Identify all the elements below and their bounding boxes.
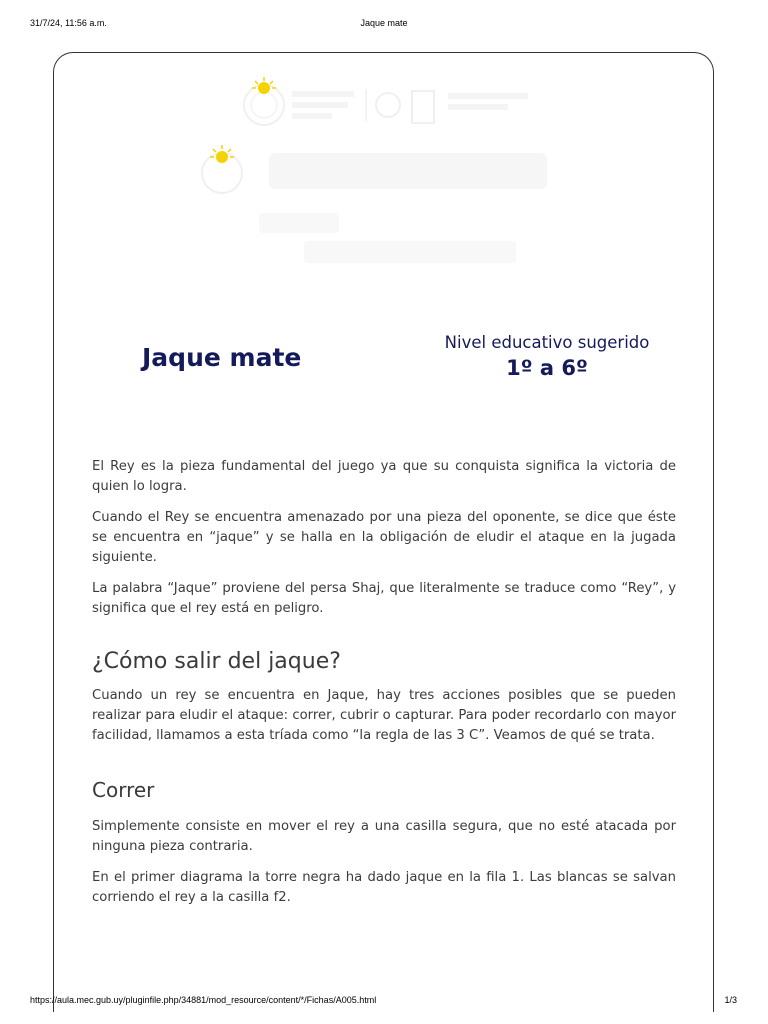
ministry-sun-logo	[244, 77, 284, 125]
document-card	[53, 52, 714, 1012]
intro-paragraph-3: La palabra “Jaque” proviene del persa Shaj, que literalmente se traduce como “Rey”, y significa que el rey está en peligro.	[92, 581, 676, 616]
document-title: Jaque mate	[142, 343, 302, 372]
institutional-logos-graphic	[54, 53, 714, 283]
level-value: 1º a 6º	[506, 356, 588, 380]
print-page-number: 1/3	[724, 995, 737, 1005]
level-label: Nivel educativo sugerido	[444, 333, 650, 352]
intro-paragraph-2: Cuando el Rey se encuentra amenazado por una pieza del oponente, se dice que éste se encuentra en “jaque” y se halla en la obligación de eludir el ataque en la jugada siguiente.	[92, 510, 676, 565]
article-content	[92, 457, 676, 919]
print-datetime: 31/7/24, 11:56 a.m.	[30, 18, 107, 28]
section-heading-correr: Correr	[92, 778, 155, 802]
section-1-paragraph: Cuando un rey se encuentra en Jaque, hay tres acciones posibles que se pueden realizar para eludir el ataque: correr, cubrir o capturar. Para poder recordarlo con mayor facilidad, llamamos a esta tríada como “la regla de las 3 C”. Veamos de qué se trata.	[92, 688, 676, 743]
print-url[interactable]: https://aula.mec.gub.uy/pluginfile.php/34881/mod_resource/content/*/Fichas/A005.html	[30, 995, 377, 1005]
logo-band	[54, 53, 713, 283]
print-doc-title: Jaque mate	[360, 18, 408, 28]
program-sun-logo	[202, 145, 242, 193]
suggested-level	[414, 333, 680, 380]
section-2-paragraph-2: En el primer diagrama la torre negra ha dado jaque en la fila 1. Las blancas se salvan corriendo el rey a la casilla f2.	[92, 870, 676, 905]
section-2-paragraph-1: Simplemente consiste en mover el rey a una casilla segura, que no esté atacada por ninguna pieza contraria.	[92, 819, 676, 854]
section-heading-como-salir: ¿Cómo salir del jaque?	[92, 649, 341, 674]
intro-paragraph-1: El Rey es la pieza fundamental del juego ya que su conquista significa la victoria de quien lo logra.	[92, 459, 676, 494]
